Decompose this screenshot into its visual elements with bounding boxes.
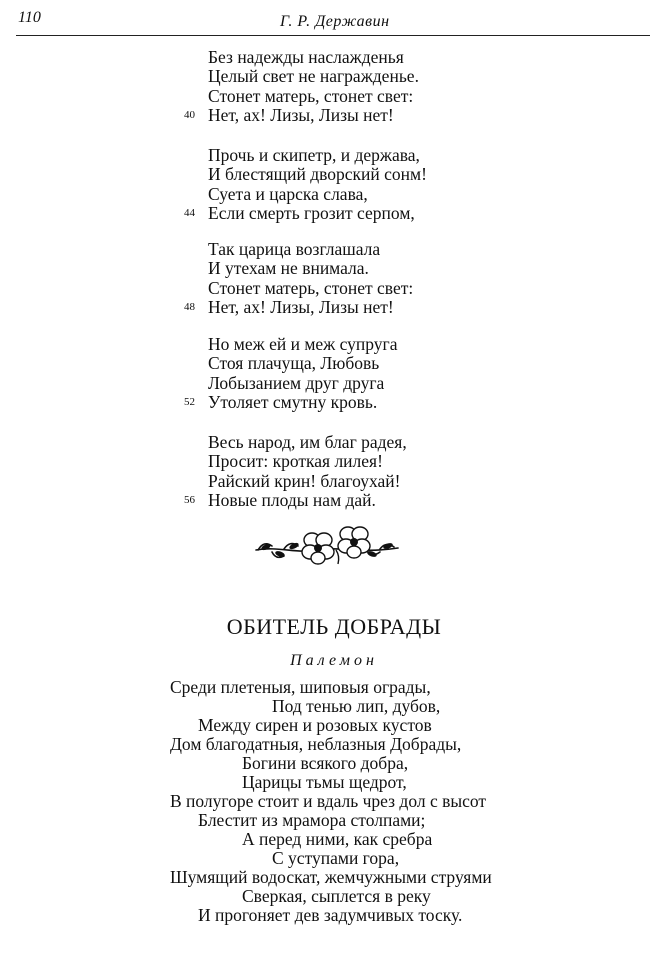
verse-line: Блестит из мрамора столпами;	[198, 810, 426, 830]
verse-line: 44 Если смерть грозит серпом,	[184, 202, 415, 223]
header-rule	[16, 35, 650, 36]
verse-line: Без надежды наслажденья	[208, 47, 404, 67]
stanza-3	[184, 239, 538, 317]
verse-line: И утехам не внимала.	[208, 258, 369, 279]
verse-line: Суета и царска слава,	[208, 183, 368, 204]
verse-line: Среди плетеныя, шиповыя ограды,	[170, 677, 431, 697]
poem-subtitle: Палемон	[290, 652, 378, 669]
verse-line: И блестящий дворский сонм!	[208, 164, 427, 185]
verse-line: Весь народ, им благ радея,	[208, 432, 407, 452]
line-number: 48	[184, 300, 195, 313]
verse-line: Так царица возглашала	[208, 239, 381, 259]
verse-line: Стонет матерь, стонет свет:	[208, 85, 414, 106]
verse-line: Под тенью лип, дубов,	[272, 696, 441, 716]
verse-line: И прогоняет дев задумчивых тоску.	[198, 905, 463, 925]
page-number: 110	[18, 9, 41, 26]
verse-line: Райский крин! благоухай!	[208, 470, 401, 491]
verse-line: 40 Нет, ах! Лизы, Лизы нет!	[184, 104, 394, 125]
verse-line: Стонет матерь, стонет свет:	[208, 277, 414, 298]
line-number: 56	[184, 493, 195, 506]
verse-line: С уступами гора,	[272, 848, 400, 868]
stanza-4	[184, 334, 538, 412]
verse-line: Прочь и скипетр, и держава,	[208, 145, 420, 165]
verse-line: Просит: кроткая лилея!	[208, 451, 383, 472]
verse-line: Сверкая, сыплется в реку	[242, 886, 431, 906]
verse-line: Дом благодатныя, неблазныя Добрады,	[170, 734, 462, 754]
verse-line: В полугоре стоит и вдаль чрез дол с высот	[170, 791, 487, 811]
verse-line: 52 Утоляет смутну кровь.	[184, 391, 378, 412]
poem-title: ОБИТЕЛЬ ДОБРАДЫ	[226, 614, 442, 639]
verse-line: Стоя плачуща, Любовь	[208, 353, 380, 374]
verse-line: Лобызанием друг друга	[208, 372, 385, 393]
verse-line: Целый свет не награжденье.	[208, 66, 419, 87]
verse-line: Между сирен и розовых кустов	[198, 715, 432, 735]
verse-line: Богини всякого добра,	[242, 753, 409, 773]
verse-line: Шумящий водоскат, жемчужными струями	[170, 867, 492, 887]
floral-ornament-icon	[248, 520, 408, 572]
verse-line: Царицы тьмы щедрот,	[242, 772, 407, 792]
verse-line: 56 Новые плоды нам дай.	[184, 489, 376, 510]
verse-line: Но меж ей и меж супруга	[208, 334, 398, 354]
stanza-2	[184, 145, 538, 223]
line-number: 52	[184, 395, 195, 408]
running-head: Г. Р. Державин	[280, 13, 390, 30]
verse-line: 48 Нет, ах! Лизы, Лизы нет!	[184, 296, 394, 317]
line-number: 40	[184, 108, 195, 121]
stanza-5	[184, 432, 538, 510]
verse-line: А перед ними, как сребра	[242, 829, 433, 849]
line-number: 44	[184, 206, 195, 219]
stanza-1	[184, 47, 538, 125]
